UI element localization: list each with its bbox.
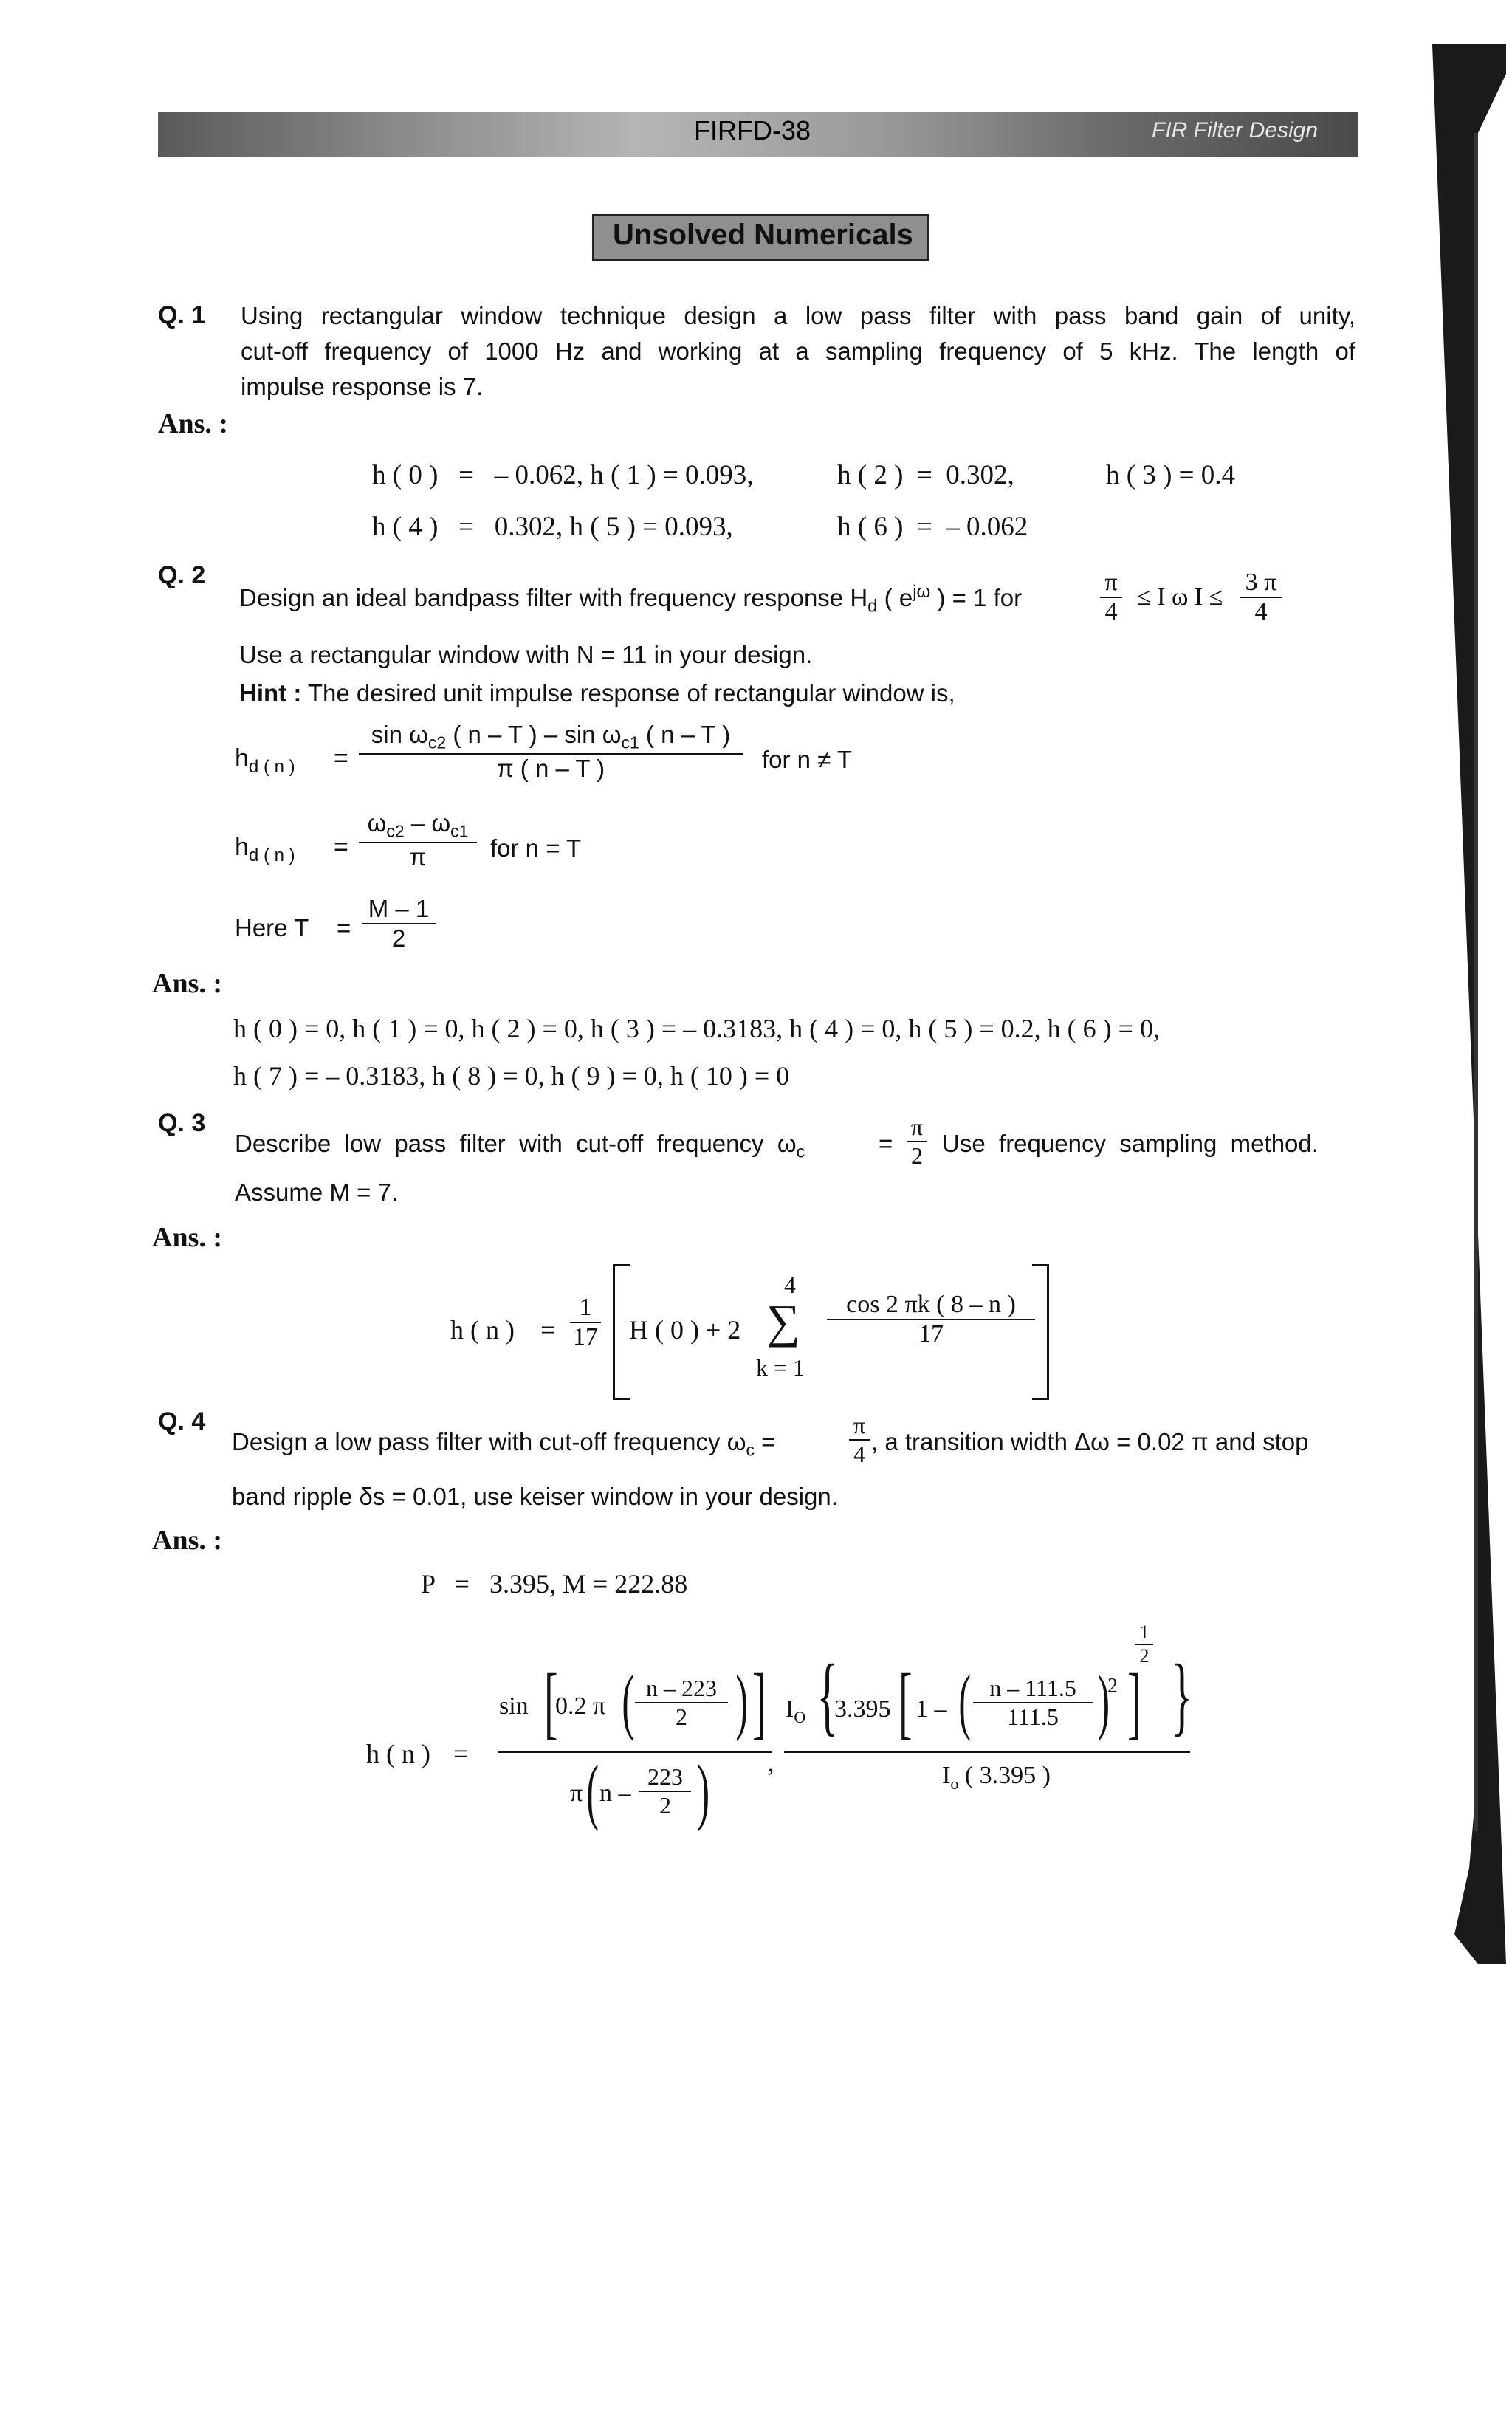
chapter-title: FIR Filter Design [1152,118,1319,143]
q2-ans-row1: h ( 0 ) = 0, h ( 1 ) = 0, h ( 2 ) = 0, h ( 3 ) = – 0.3183, h ( 4 ) = 0, h ( 5 ) = 0.2, h ( 6 ) = 0, [233,1014,1160,1043]
q1-label: Q. 1 [158,301,206,329]
q2-hint: Hint : The desired unit impulse response of rectangular window is, [239,679,955,707]
q4-bracket-close: ] [752,1657,766,1747]
q2-line2: Use a rectangular window with N = 11 in your design. [239,641,813,668]
q4-brace-open: { [817,1646,839,1744]
q4-den-pi: π [570,1780,583,1807]
q4-eq: = [453,1739,469,1768]
q3-ans-sum: ∑ [766,1295,800,1348]
q4-frac: π 4 [849,1412,870,1468]
q1-line1: Using rectangular window technique design a low pass filter with pass band gain of unity, [241,302,1355,329]
page-number: FIRFD-38 [694,115,811,145]
q4-brace-close: } [1171,1646,1193,1744]
q4-line1a: Design a low pass filter with cut-off frequency $\omega_c$ = [232,1428,783,1460]
q4-paren2-close: ) [1097,1660,1110,1742]
q4-den-paren-close: ) [697,1750,709,1832]
q2-ans-label: Ans. : [152,968,223,999]
section-title: Unsolved Numericals [613,219,913,251]
q4-square: 2 [1107,1675,1118,1698]
q4-frac-1115: n – 111.5 111.5 [973,1675,1093,1731]
q3-ans-label: Ans. : [152,1222,223,1253]
q2-range-frac2: 3 π 4 [1240,569,1282,626]
q2-eq1: = [334,744,348,772]
q3-ans-eq: = [540,1315,556,1345]
q2-eq2: = [334,833,348,861]
q1-text [241,298,1355,405]
q4-bracket2-close: ] [1127,1657,1141,1747]
q4-paren2-open: ( [958,1660,971,1742]
q4-line2: band ripple δs = 0.01, use keiser window in your design. [232,1483,838,1510]
q4-paren-open: ( [622,1660,634,1742]
q2-ans-row2: h ( 7 ) = – 0.3183, h ( 8 ) = 0, h ( 9 ) = 0, h ( 10 ) = 0 [233,1061,790,1091]
q4-den-paren-open: ( [586,1750,599,1832]
q4-bracket2-open: [ [898,1657,913,1747]
q2-range-mid: ≤ I ω I ≤ [1137,583,1223,611]
page-edge-shadow [1432,44,1506,1964]
q4-sin: sin [499,1692,529,1720]
q3-frac: π 2 [907,1113,927,1170]
q4-frac-n223: n – 223 2 [635,1675,728,1731]
q2-cond1: for n ≠ T [762,746,853,773]
q3-eq: = [879,1130,893,1157]
q1-line3: impulse response is 7. [241,373,484,400]
q4-line1b: , a transition width Δω = 0.02 π and stop [871,1428,1309,1455]
q4-half-exp: 1 2 [1135,1622,1153,1667]
q3-bracket-left [613,1264,630,1400]
q4-k3395: 3.395 [834,1695,891,1723]
q3-ans-lower: k = 1 [756,1354,805,1381]
q4-den-frac: 223 2 [639,1763,691,1819]
q1-ans-row1c: h ( 3 ) = 0.4 [1106,460,1236,490]
q3-label: Q. 3 [158,1109,206,1137]
q3-ans-upper: 4 [784,1272,796,1298]
q2-here-t: Here T [235,914,309,941]
q4-comma: , [768,1750,774,1777]
q4-main-bar-left [498,1751,772,1753]
q4-den-n: n – [599,1780,631,1807]
q2-frac2: $\omega_{c2} - \omega_{c1}$ π [359,809,477,871]
q1-ans-row2b: h ( 6 ) = – 0.062 [837,512,1028,542]
q3-line2: Assume M = 7. [235,1178,398,1206]
q4-ans-label: Ans. : [152,1525,223,1556]
q4-main-bar-right [784,1751,1190,1753]
q2-hd2: $h_{d ( n )}$ [235,833,295,865]
q4-den-io: $I_o$ ( 3.395 ) [942,1762,1051,1793]
q4-one-minus: 1 – [915,1695,947,1723]
q3-line1b: Use frequency sampling method. [942,1130,1319,1157]
q4-ans-p: P = 3.395, M = 222.88 [421,1569,688,1599]
q3-bracket-right [1032,1264,1049,1400]
q2-cond2: for n = T [490,834,582,862]
q4-bracket-open: [ [544,1657,558,1747]
q4-io: $I_O$ [786,1695,806,1726]
q2-range-frac1: π 4 [1100,569,1122,626]
q2-frac-t: M – 1 2 [362,895,436,953]
q3-ans-h0: H ( 0 ) + 2 [629,1315,741,1345]
q2-line1: Design an ideal bandpass filter with frequency response $H_d$ ( $e^{j\omega}$ ) = 1 for [239,582,1023,617]
q4-hn: h ( n ) [366,1739,430,1768]
q4-paren-close: ) [735,1660,748,1742]
q3-ans-frac1: 1 17 [570,1294,601,1351]
q4-pi02: 0.2 π [555,1692,606,1720]
q2-frac1: $\sin \omega_{c2}$ ( n – T ) – $\sin \omega_{c1}$ ( n – T ) π ( n – T ) [359,721,743,783]
q2-label: Q. 2 [158,561,206,589]
q1-ans-row1a: h ( 0 ) = – 0.062, h ( 1 ) = 0.093, [372,460,754,490]
q1-line2: cut-off frequency of 1000 Hz and working at a sampling frequency of 5 kHz. The length of [241,337,1355,365]
q3-ans-frac2: cos 2 πk ( 8 – n ) 17 [827,1291,1035,1348]
q3-ans-lhs: h ( n ) [450,1315,515,1345]
q2-hd1: $h_{d ( n )}$ [235,744,295,777]
q2-eq3: = [337,914,351,941]
q1-ans-row1b: h ( 2 ) = 0.302, [837,460,1014,490]
q1-ans-row2a: h ( 4 ) = 0.302, h ( 5 ) = 0.093, [372,512,733,542]
q3-line1a: Describe low pass filter with cut-off frequency $\omega_c$ [235,1130,805,1161]
q1-ans-label: Ans. : [158,408,229,439]
q4-label: Q. 4 [158,1407,206,1435]
